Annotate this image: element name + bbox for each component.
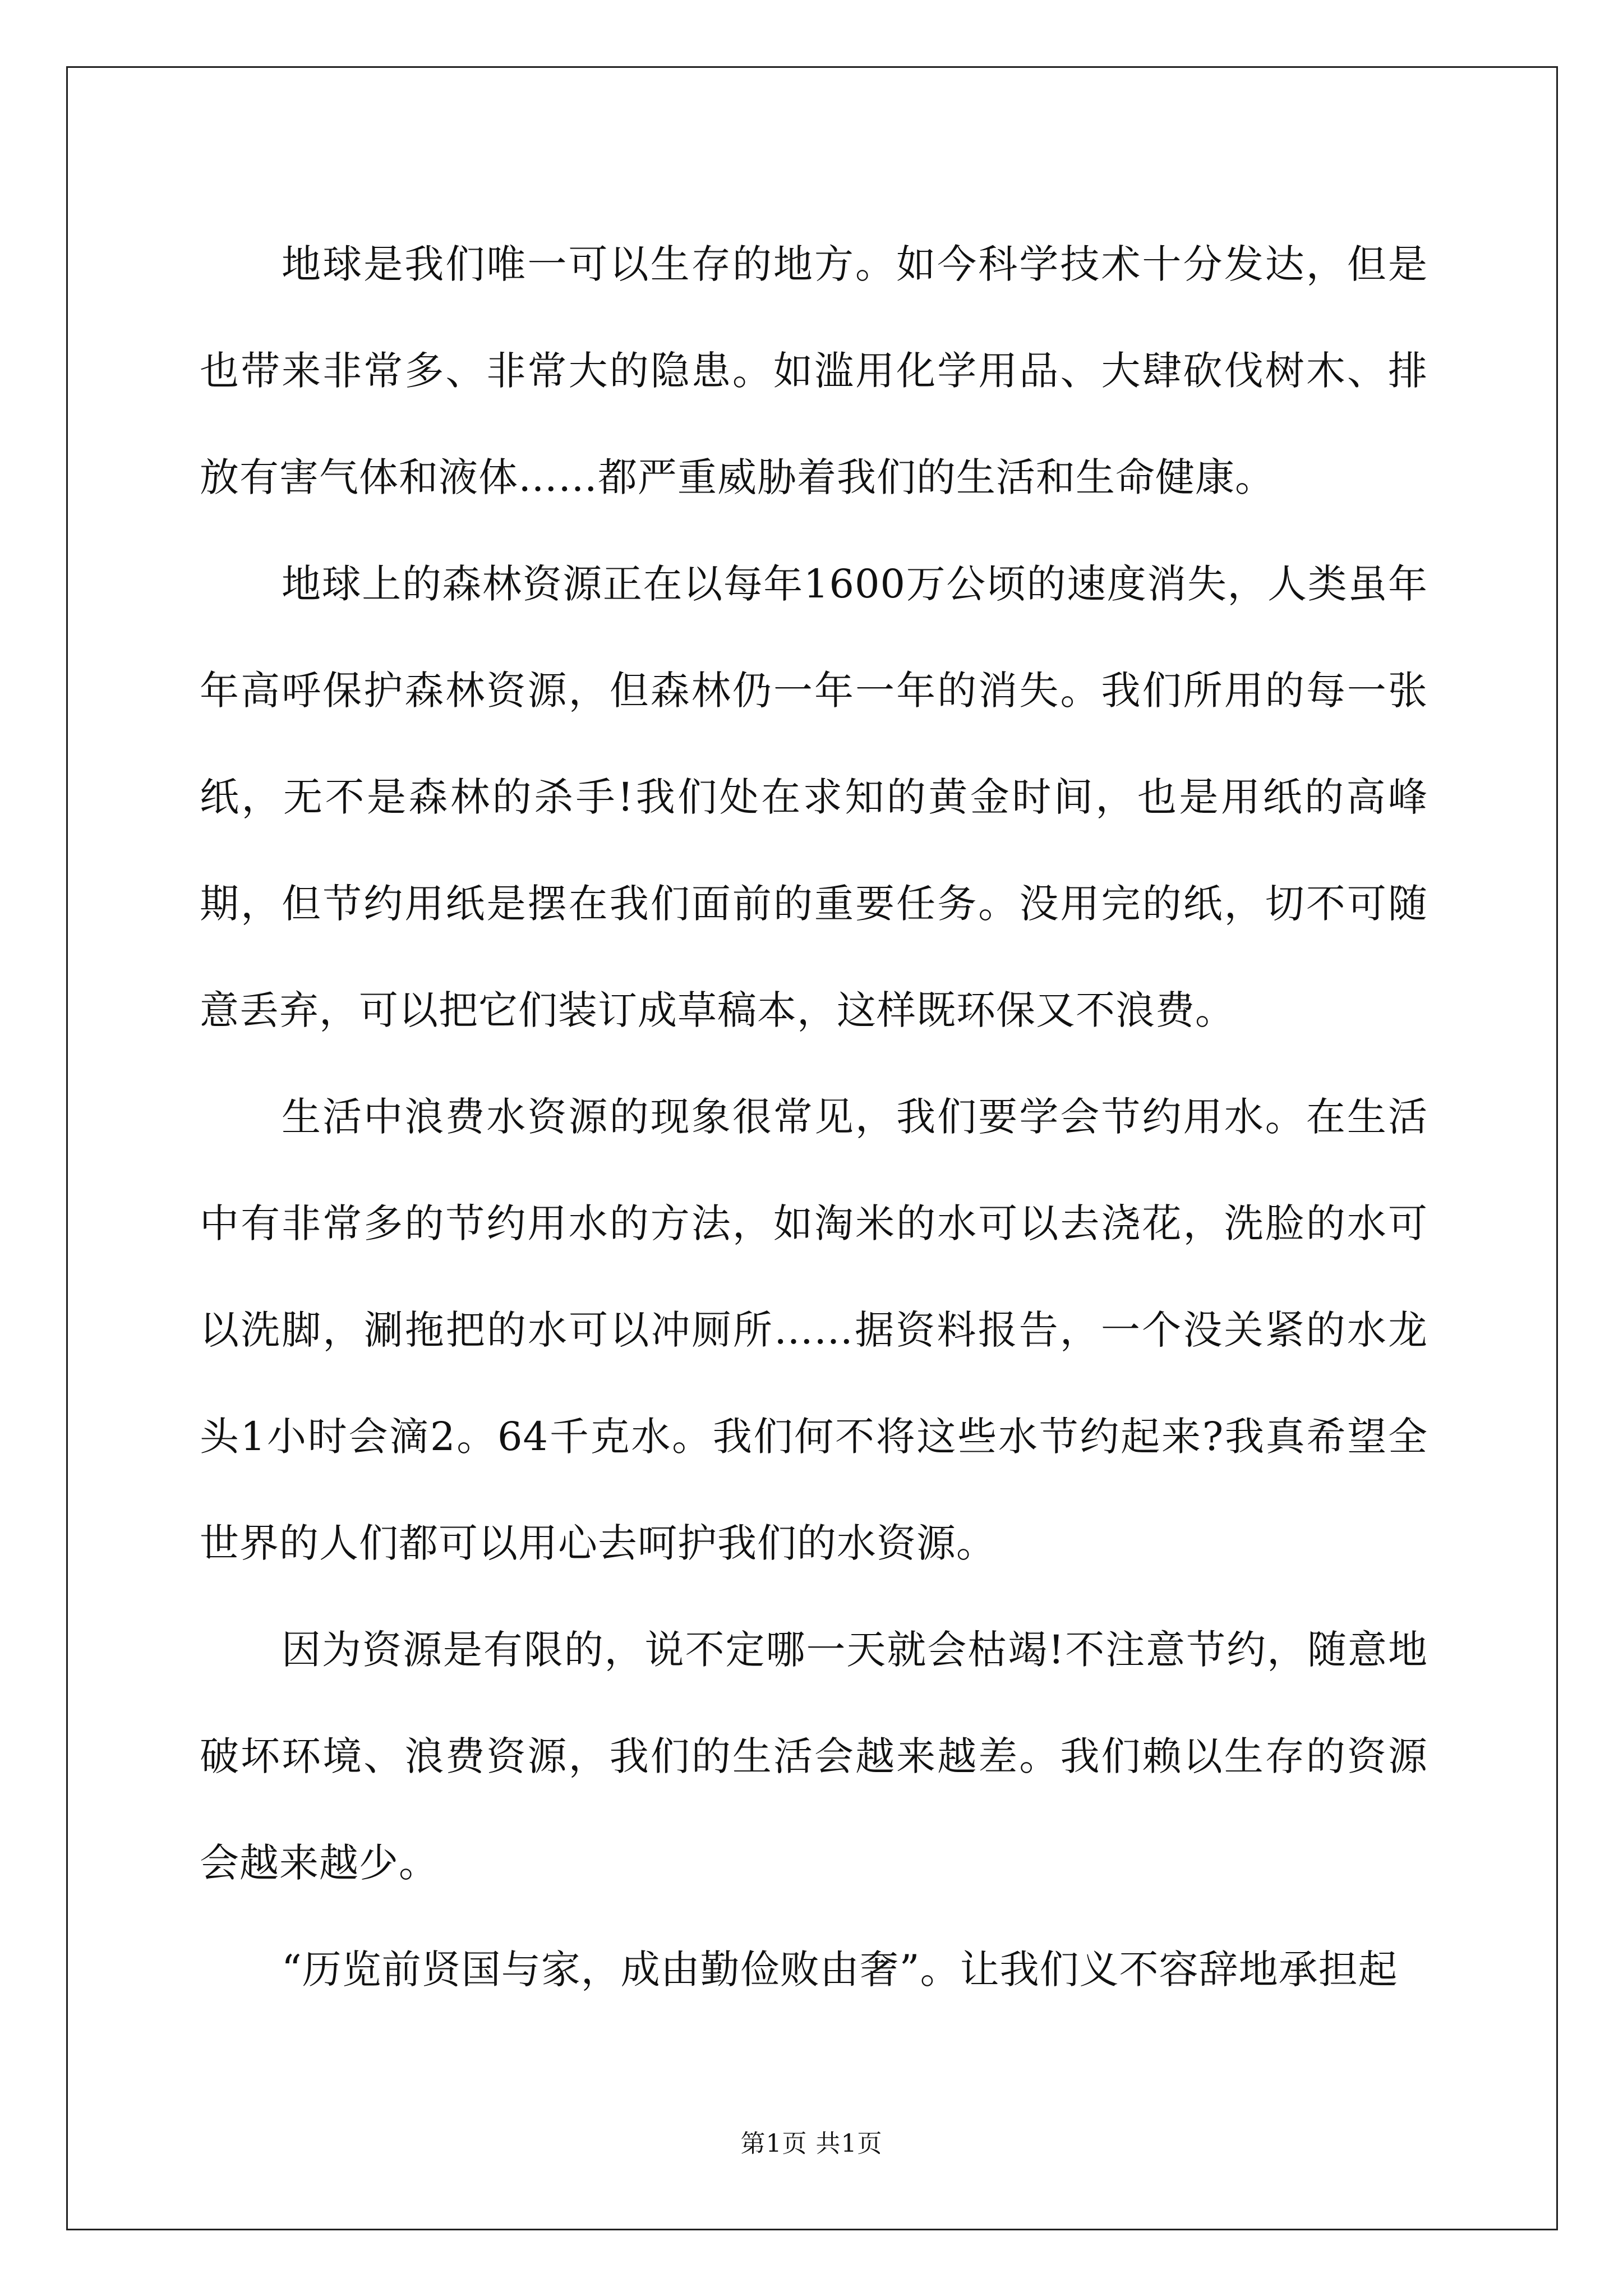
- page-number: 第1页 共1页: [740, 2129, 883, 2158]
- paragraph-3: 生活中浪费水资源的现象很常见，我们要学会节约用水。在生活中有非常多的节约用水的方法，如淘米的水可以去浇花，洗脸的水可以洗脚，涮拖把的水可以冲厕所……据资料报告，一个没关紧的水龙头1小时会滴2。64千克水。我们何不将这些水节约起来?我真希望全世界的人们都可以用心去呵护我们的水资源。: [200, 1094, 1428, 1566]
- paragraph-2: 地球上的森林资源正在以每年1600万公顷的速度消失，人类虽年年高呼保护森林资源，但森林仍一年一年的消失。我们所用的每一张纸，无不是森林的杀手!我们处在求知的黄金时间，也是用纸的高峰期，但节约用纸是摆在我们面前的重要任务。没用完的纸，切不可随意丢弃，可以把它们装订成草稿本，这样既环保又不浪费。: [200, 561, 1428, 1033]
- paragraph-4: 因为资源是有限的，说不定哪一天就会枯竭!不注意节约，随意地破坏环境、浪费资源，我们的生活会越来越差。我们赖以生存的资源会越来越少。: [200, 1627, 1428, 1886]
- paragraph-5: “历览前贤国与家，成由勤俭败由奢”。让我们义不容辞地承担起: [282, 1947, 1398, 1993]
- document-body: [200, 211, 1428, 2023]
- paragraph-1: 地球是我们唯一可以生存的地方。如今科学技术十分发达，但是也带来非常多、非常大的隐患。如滥用化学用品、大肆砍伐树木、排放有害气体和液体……都严重威胁着我们的生活和生命健康。: [200, 241, 1428, 500]
